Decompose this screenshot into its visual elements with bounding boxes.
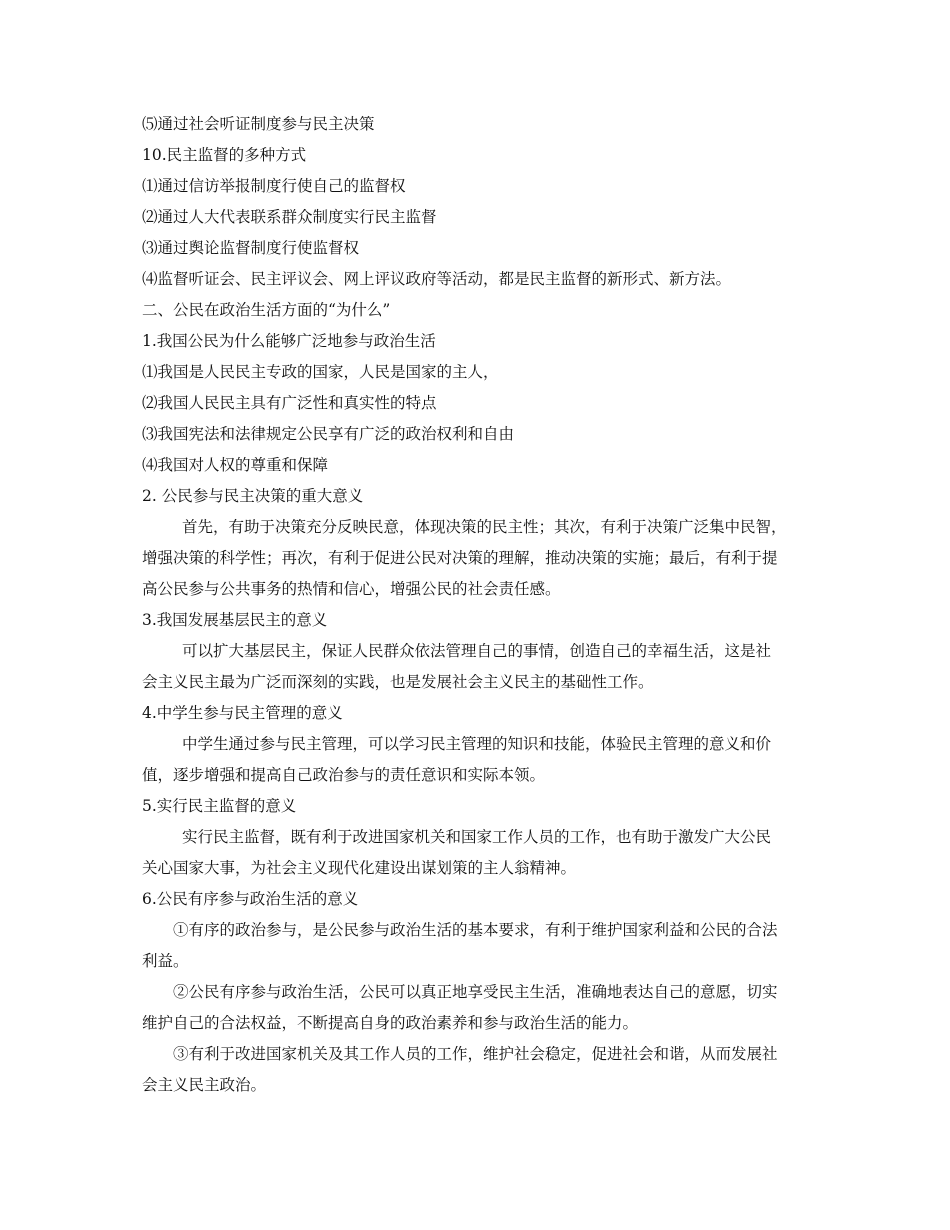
section-heading-5: 5.实行民主监督的意义 (142, 797, 297, 815)
paragraph-line: 值，逐步增强和提高自己政治参与的责任意识和实际本领。 (142, 766, 546, 784)
section-heading-6: 6.公民有序参与政治生活的意义 (142, 890, 359, 908)
section-heading-10: 10.民主监督的多种方式 (142, 146, 307, 164)
list-item-2-deputies: ⑵通过人大代表联系群众制度实行民主监督 (142, 208, 437, 226)
paragraph-line: 首先，有助于决策充分反映民意，体现决策的民主性；其次，有利于决策广泛集中民智， (182, 518, 787, 536)
section-heading-4: 4.中学生参与民主管理的意义 (142, 704, 343, 722)
section-heading-3: 3.我国发展基层民主的意义 (142, 611, 328, 629)
paragraph-line: 利益。 (142, 952, 189, 970)
section-heading-2: 2. 公民参与民主决策的重大意义 (142, 487, 364, 505)
part-heading-2: 二、公民在政治生活方面的“为什么” (142, 301, 391, 319)
paragraph-line: 增强决策的科学性；再次，有利于促进公民对决策的理解，推动决策的实施；最后，有利于提 (142, 549, 778, 567)
paragraph-line: 高公民参与公共事务的热情和信心，增强公民的社会责任感。 (142, 580, 561, 598)
list-item-5-hearing: ⑸通过社会听证制度参与民主决策 (142, 115, 375, 133)
section-heading-1: 1.我国公民为什么能够广泛地参与政治生活 (142, 332, 436, 350)
paragraph-line: ③有利于改进国家机关及其工作人员的工作，维护社会稳定，促进社会和谐，从而发展社 (173, 1045, 778, 1063)
list-item-3-media: ⑶通过舆论监督制度行使监督权 (142, 239, 360, 257)
list-item-1-petition: ⑴通过信访举报制度行使自己的监督权 (142, 177, 406, 195)
list-item-2-democracy: ⑵我国人民民主具有广泛性和真实性的特点 (142, 394, 437, 412)
list-item-4-human-rights: ⑷我国对人权的尊重和保障 (142, 456, 329, 474)
paragraph-line: ①有序的政治参与，是公民参与政治生活的基本要求，有利于维护国家利益和公民的合法 (173, 921, 778, 939)
list-item-3-constitution: ⑶我国宪法和法律规定公民享有广泛的政治权利和自由 (142, 425, 515, 443)
document-body (142, 109, 812, 1101)
list-item-1-dictatorship: ⑴我国是人民民主专政的国家，人民是国家的主人， (142, 363, 499, 381)
paragraph-line: 会主义民主最为广泛而深刻的实践，也是发展社会主义民主的基础性工作。 (142, 673, 654, 691)
paragraph-line: ②公民有序参与政治生活，公民可以真正地享受民主生活，准确地表达自己的意愿，切实 (173, 983, 778, 1001)
paragraph-line: 关心国家大事，为社会主义现代化建设出谋划策的主人翁精神。 (142, 859, 577, 877)
list-item-4-new-forms: ⑷监督听证会、民主评议会、网上评议政府等活动，都是民主监督的新形式、新方法。 (142, 270, 732, 288)
paragraph-line: 会主义民主政治。 (142, 1076, 267, 1094)
paragraph-line: 实行民主监督，既有利于改进国家机关和国家工作人员的工作，也有助于激发广大公民 (182, 828, 772, 846)
paragraph-line: 维护自己的合法权益，不断提高自身的政治素养和参与政治生活的能力。 (142, 1014, 639, 1032)
paragraph-line: 中学生通过参与民主管理，可以学习民主管理的知识和技能，体验民主管理的意义和价 (182, 735, 772, 753)
paragraph-line: 可以扩大基层民主，保证人民群众依法管理自己的事情，创造自己的幸福生活，这是社 (182, 642, 772, 660)
